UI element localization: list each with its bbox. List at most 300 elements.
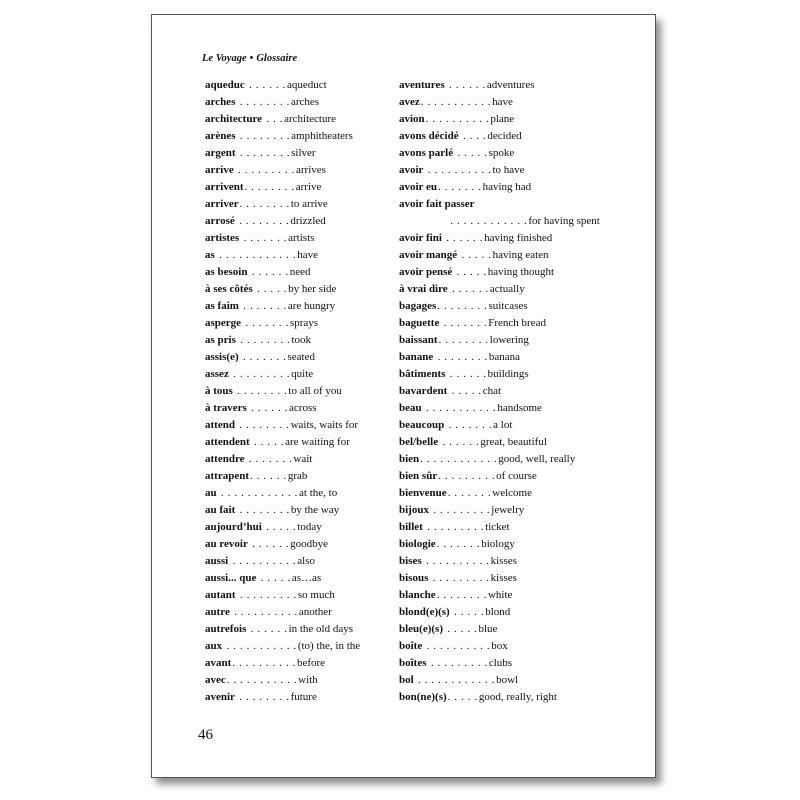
glossary-entry: [399, 179, 579, 196]
leader-dots: . . . . . . . . .: [234, 164, 296, 176]
english-translation: in the old days: [288, 623, 354, 635]
glossary-entry: [205, 383, 377, 400]
leader-dots: . . . . . . . . .: [429, 504, 491, 516]
leader-dots: . . . . . . . .: [437, 300, 488, 312]
glossary-entry: [205, 213, 377, 230]
leader-dots: . . . . . .: [248, 538, 290, 550]
glossary-entry: [399, 247, 579, 264]
english-translation: with: [298, 674, 318, 686]
french-term: baissant: [399, 334, 438, 346]
french-term: avion: [399, 113, 425, 125]
glossary-entry: [205, 468, 377, 485]
french-term: arrivent: [205, 181, 244, 193]
french-term: aventures: [399, 79, 445, 91]
glossary-entry: [399, 128, 579, 145]
glossary-entry: [205, 128, 377, 145]
leader-dots: . . . . . . . . .: [236, 589, 297, 601]
english-translation: a lot: [493, 419, 513, 431]
french-term: beau: [399, 402, 422, 414]
english-translation: grab: [287, 470, 308, 482]
glossary-entry: [399, 672, 579, 689]
glossary-entry: [205, 179, 377, 196]
glossary-entry: [399, 400, 579, 417]
english-translation: quite: [291, 368, 314, 380]
english-translation: to have: [492, 164, 525, 176]
english-translation: lowering: [489, 334, 529, 346]
french-term: au: [205, 487, 217, 499]
english-translation: actually: [489, 283, 525, 295]
english-translation: French bread: [488, 317, 546, 329]
french-term: avant: [205, 657, 232, 669]
french-term: artistes: [205, 232, 240, 244]
leader-dots: . . . . .: [450, 606, 485, 618]
glossary-entry: [399, 196, 579, 213]
glossary-entry: [399, 145, 579, 162]
french-term: bises: [399, 555, 422, 567]
glossary-entry: [205, 604, 377, 621]
english-translation: box: [491, 640, 508, 652]
glossary-entry: [205, 451, 377, 468]
french-term: au revoir: [205, 538, 248, 550]
french-term: aqueduc: [205, 79, 245, 91]
leader-dots: . . . . .: [448, 385, 482, 397]
french-term: banane: [399, 351, 434, 363]
glossary-entry: [205, 400, 377, 417]
english-translation: by the way: [290, 504, 340, 516]
leader-dots: . . . . . . . .: [436, 589, 487, 601]
glossary-entry: [205, 332, 377, 349]
glossary-entry: [399, 383, 579, 400]
english-translation: great, beautiful: [480, 436, 547, 448]
english-translation: as…as: [291, 572, 322, 584]
french-term: à vrai dire: [399, 283, 448, 295]
french-term: au fait: [205, 504, 236, 516]
leader-dots: . . . .: [459, 130, 487, 142]
glossary-entry: [399, 434, 579, 451]
glossary-entry: [399, 349, 579, 366]
french-term: bon(ne)(s): [399, 691, 447, 703]
glossary-entry: [399, 468, 579, 485]
leader-dots: . . . . . . .: [447, 487, 492, 499]
french-term: baguette: [399, 317, 440, 329]
glossary-entry: [205, 417, 377, 434]
french-term: bâtiments: [399, 368, 446, 380]
french-term: aussi: [205, 555, 229, 567]
english-translation: across: [289, 402, 317, 414]
glossary-left-column: [205, 77, 377, 706]
leader-dots: . . . . . . . .: [236, 504, 290, 516]
leader-dots: . . . . . .: [248, 266, 289, 278]
english-translation: goodbye: [290, 538, 328, 550]
leader-dots: . . . . .: [253, 283, 288, 295]
book-title: Le Voyage: [202, 53, 247, 64]
leader-dots: . . . . .: [453, 266, 487, 278]
glossary-entry: [399, 162, 579, 179]
english-translation: good, well, really: [498, 453, 576, 465]
french-term: attend: [205, 419, 235, 431]
english-translation: for having spent: [528, 215, 600, 227]
glossary-entry: [399, 587, 579, 604]
french-term: attendre: [205, 453, 245, 465]
french-term: as pris: [205, 334, 236, 346]
leader-dots: . . . . .: [250, 436, 285, 448]
leader-dots: . . . . . . . . .: [438, 470, 496, 482]
english-translation: (to) the, in the: [297, 640, 361, 652]
glossary-entry: [205, 281, 377, 298]
english-translation: amphitheaters: [291, 130, 353, 142]
english-translation: also: [297, 555, 315, 567]
glossary-entry: [399, 94, 579, 111]
english-translation: have: [492, 96, 513, 108]
section-title: Glossaire: [256, 53, 298, 64]
french-term: bol: [399, 674, 414, 686]
leader-dots: . . . . . . . .: [438, 334, 489, 346]
english-translation: architecture: [284, 113, 337, 125]
glossary-entry: [205, 196, 377, 213]
leader-dots: . . . . . . . . . . . .: [420, 453, 498, 465]
glossary-entry: [205, 519, 377, 536]
leader-dots: . . . . . . . . . . .: [422, 402, 497, 414]
french-term: argent: [205, 147, 236, 159]
english-translation: silver: [291, 147, 316, 159]
glossary-entry: [399, 604, 579, 621]
glossary-entry: [399, 230, 579, 247]
leader-dots: . . . . . .: [245, 79, 286, 91]
english-translation: aqueduct: [286, 79, 327, 91]
glossary-entry: [399, 281, 579, 298]
leader-dots: . . . . . . . .: [236, 147, 291, 159]
leader-dots: . . . . . . . . . .: [232, 657, 296, 669]
glossary-entry: [205, 111, 377, 128]
leader-dots: . . . . . . . .: [235, 215, 290, 227]
glossary-entry: [205, 366, 377, 383]
english-translation: good, really, right: [478, 691, 557, 703]
french-term: aujourd’hui: [205, 521, 262, 533]
french-term: arènes: [205, 130, 236, 142]
english-translation: handsome: [497, 402, 542, 414]
leader-dots: . . . . .: [447, 691, 478, 703]
french-term: boîte: [399, 640, 423, 652]
french-term: bleu(e)(s): [399, 623, 443, 635]
english-translation: suitcases: [488, 300, 528, 312]
glossary-entry: [205, 298, 377, 315]
english-translation: are waiting for: [285, 436, 350, 448]
english-translation: welcome: [492, 487, 532, 499]
leader-dots: . . . . . . . .: [434, 351, 488, 363]
leader-dots: . . . . . . . .: [235, 691, 290, 703]
glossary-entry: [205, 689, 377, 706]
french-term: bien sûr: [399, 470, 438, 482]
french-term: avoir eu: [399, 181, 437, 193]
glossary-entry: [205, 672, 377, 689]
english-translation: sprays: [289, 317, 319, 329]
french-term: attrapent: [205, 470, 249, 482]
glossary-entry: [205, 434, 377, 451]
leader-dots: . . . . .: [262, 521, 297, 533]
english-translation: having eaten: [492, 249, 549, 261]
leader-dots: . . . . . . . . . .: [425, 113, 490, 125]
leader-dots: . . . . . . . . .: [427, 657, 488, 669]
leader-dots: . . . . . . . .: [244, 181, 295, 193]
english-translation: buildings: [487, 368, 529, 380]
glossary-entry: [205, 587, 377, 604]
english-translation: seated: [287, 351, 315, 363]
english-translation: so much: [297, 589, 335, 601]
french-term: à tous: [205, 385, 233, 397]
french-term: bagages: [399, 300, 437, 312]
french-term: à travers: [205, 402, 247, 414]
french-term: as faim: [205, 300, 239, 312]
english-translation: need: [289, 266, 311, 278]
leader-dots: . . . . . .: [439, 436, 480, 448]
leader-dots: . . . . . . . .: [233, 385, 288, 397]
glossary-entry: [205, 485, 377, 502]
glossary-entry: [399, 570, 579, 587]
french-term: bienvenue: [399, 487, 447, 499]
english-translation: adventures: [486, 79, 535, 91]
leader-dots: . . . . . .: [247, 623, 288, 635]
french-term: beaucoup: [399, 419, 445, 431]
leader-dots: . . . . . . . . .: [423, 521, 485, 533]
english-translation: to arrive: [290, 198, 328, 210]
english-translation: today: [297, 521, 322, 533]
english-translation: at the, to: [299, 487, 338, 499]
french-term: avoir fini: [399, 232, 442, 244]
glossary-entry: [399, 77, 579, 94]
english-translation: another: [298, 606, 332, 618]
glossary-entry: [399, 298, 579, 315]
french-term: architecture: [205, 113, 263, 125]
french-term: biologie: [399, 538, 436, 550]
glossary-entry: [399, 264, 579, 281]
french-term: autant: [205, 589, 236, 601]
leader-dots: . . . . . . . . . . .: [226, 674, 298, 686]
leader-dots: . . . . . .: [250, 470, 287, 482]
english-translation: having finished: [484, 232, 553, 244]
french-term: aux: [205, 640, 223, 652]
leader-dots: . . . . . .: [442, 232, 484, 244]
french-term: aussi... que: [205, 572, 257, 584]
leader-dots: . . . . . . . . . . . .: [215, 249, 297, 261]
french-term: avoir pensé: [399, 266, 453, 278]
french-term: bisous: [399, 572, 429, 584]
leader-dots: . . . . . . . .: [235, 419, 290, 431]
glossary-entry: [399, 553, 579, 570]
french-term: arrive: [205, 164, 234, 176]
glossary-entry: [399, 417, 579, 434]
french-term: arrosé: [205, 215, 235, 227]
french-term: autrefois: [205, 623, 247, 635]
page-number: 46: [198, 727, 213, 743]
leader-dots: . . . . .: [458, 249, 492, 261]
running-head: [202, 53, 297, 64]
french-term: attendent: [205, 436, 250, 448]
english-translation: spoke: [488, 147, 515, 159]
french-term: as: [205, 249, 215, 261]
glossary-entry: [205, 570, 377, 587]
english-translation: future: [290, 691, 317, 703]
french-term: blond(e)(s): [399, 606, 450, 618]
english-translation: ticket: [485, 521, 510, 533]
french-term: boîtes: [399, 657, 427, 669]
english-translation: by her side: [288, 283, 337, 295]
french-term: blanche: [399, 589, 436, 601]
glossary-entry: [399, 111, 579, 128]
english-translation: of course: [496, 470, 537, 482]
leader-dots: . . . . .: [257, 572, 291, 584]
english-translation: wait: [293, 453, 313, 465]
leader-dots: . . . . . . . . . . . .: [400, 215, 528, 227]
leader-dots: . . . . . . . . . .: [423, 640, 491, 652]
english-translation: white: [487, 589, 513, 601]
glossary-entry: [205, 162, 377, 179]
glossary-entry: [399, 536, 579, 553]
french-term: arches: [205, 96, 236, 108]
glossary-entry: [205, 315, 377, 332]
glossary-entry: [399, 451, 579, 468]
glossary-entry: [205, 94, 377, 111]
leader-dots: . . . . . . .: [239, 351, 287, 363]
french-term: avoir mangé: [399, 249, 458, 261]
english-translation: blond: [485, 606, 511, 618]
glossary-entry: [399, 213, 600, 230]
running-head-separator: •: [249, 53, 254, 64]
leader-dots: . . . . . . . .: [236, 96, 290, 108]
leader-dots: . . . . . . . .: [236, 334, 291, 346]
glossary-entry: [399, 366, 579, 383]
english-translation: clubs: [488, 657, 513, 669]
glossary-entry: [399, 485, 579, 502]
leader-dots: . . . . . . .: [440, 317, 488, 329]
french-term: bel/belle: [399, 436, 439, 448]
english-translation: to all of you: [288, 385, 342, 397]
english-translation: arrives: [296, 164, 326, 176]
glossary-entry: [399, 655, 579, 672]
leader-dots: . . . . . . .: [436, 538, 481, 550]
english-translation: drizzled: [290, 215, 326, 227]
leader-dots: . . . . . . .: [242, 317, 289, 329]
leader-dots: . . . . . . . . . .: [422, 555, 490, 567]
leader-dots: . . .: [263, 113, 284, 125]
leader-dots: . . . . . . .: [438, 181, 482, 193]
glossary-entry: [205, 145, 377, 162]
english-translation: have: [297, 249, 318, 261]
glossary-entry: [399, 621, 579, 638]
english-translation: arches: [290, 96, 320, 108]
french-term: arriver: [205, 198, 239, 210]
glossary-entry: [205, 621, 377, 638]
french-term: billet: [399, 521, 423, 533]
glossary-entry: [205, 230, 377, 247]
leader-dots: . . . . . .: [446, 368, 487, 380]
glossary-entry: [399, 315, 579, 332]
glossary-entry: [399, 502, 579, 519]
glossary-entry: [205, 502, 377, 519]
leader-dots: . . . . . . . . . . .: [420, 96, 492, 108]
french-term: assis(e): [205, 351, 239, 363]
english-translation: having thought: [487, 266, 555, 278]
english-translation: plane: [490, 113, 515, 125]
french-term: avez: [399, 96, 420, 108]
english-translation: kisses: [490, 555, 517, 567]
glossary-entry: [205, 655, 377, 672]
french-term: bijoux: [399, 504, 429, 516]
english-translation: decided: [487, 130, 522, 142]
leader-dots: . . . . . . . . .: [229, 368, 291, 380]
glossary-entry: [205, 536, 377, 553]
glossary-entry: [399, 519, 579, 536]
french-term: à ses côtés: [205, 283, 253, 295]
leader-dots: . . . . . . . .: [239, 198, 290, 210]
leader-dots: . . . . .: [444, 623, 478, 635]
leader-dots: . . . . . . .: [245, 453, 293, 465]
leader-dots: . . . . . . . . . . .: [223, 640, 297, 652]
french-term: bien: [399, 453, 420, 465]
glossary-page: [151, 14, 656, 778]
glossary-right-column: [399, 77, 600, 706]
french-term: asperge: [205, 317, 242, 329]
leader-dots: . . . . . . .: [445, 419, 493, 431]
leader-dots: . . . . . . .: [240, 232, 288, 244]
french-term: avoir fait passer: [399, 198, 475, 210]
french-term: avons décidé: [399, 130, 459, 142]
french-term: as besoin: [205, 266, 248, 278]
english-translation: kisses: [490, 572, 517, 584]
french-term: avenir: [205, 691, 235, 703]
english-translation: having had: [482, 181, 532, 193]
english-translation: waits, waits for: [290, 419, 359, 431]
english-translation: chat: [482, 385, 502, 397]
leader-dots: . . . . . .: [247, 402, 289, 414]
leader-dots: . . . . . . . .: [236, 130, 291, 142]
english-translation: arrive: [295, 181, 322, 193]
leader-dots: . . . . . . . . . .: [230, 606, 298, 618]
french-term: assez: [205, 368, 229, 380]
glossary-entry: [205, 638, 377, 655]
glossary-entry: [399, 689, 579, 706]
english-translation: artists: [288, 232, 315, 244]
english-translation: bowl: [496, 674, 519, 686]
glossary-entry: [205, 77, 377, 94]
glossary-entry: [399, 332, 579, 349]
leader-dots: . . . . .: [454, 147, 488, 159]
english-translation: biology: [481, 538, 515, 550]
french-term: autre: [205, 606, 230, 618]
leader-dots: . . . . . . .: [239, 300, 287, 312]
french-term: avons parlé: [399, 147, 454, 159]
leader-dots: . . . . . .: [448, 283, 489, 295]
leader-dots: . . . . . .: [445, 79, 486, 91]
english-translation: banana: [488, 351, 521, 363]
glossary-entry: [205, 247, 377, 264]
leader-dots: . . . . . . . . . . . .: [414, 674, 496, 686]
english-translation: before: [296, 657, 326, 669]
french-term: avec: [205, 674, 226, 686]
glossary-entry: [399, 638, 579, 655]
leader-dots: . . . . . . . . .: [429, 572, 490, 584]
english-translation: are hungry: [287, 300, 336, 312]
glossary-entry: [205, 264, 377, 281]
glossary-entry: [205, 553, 377, 570]
english-translation: took: [291, 334, 312, 346]
french-term: bavardent: [399, 385, 448, 397]
english-translation: blue: [478, 623, 498, 635]
leader-dots: . . . . . . . . . . . .: [217, 487, 299, 499]
glossary-entry: [205, 349, 377, 366]
english-translation: jewelry: [491, 504, 525, 516]
french-term: avoir: [399, 164, 424, 176]
leader-dots: . . . . . . . . . .: [229, 555, 297, 567]
